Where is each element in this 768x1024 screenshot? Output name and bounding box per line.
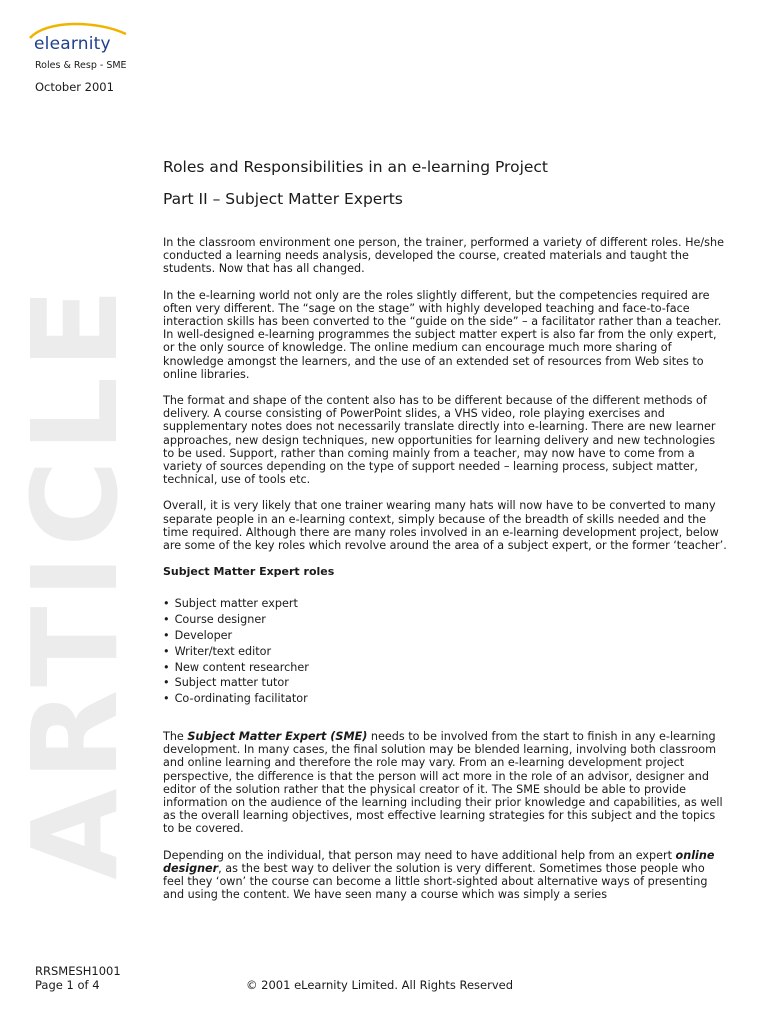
paragraph: Overall, it is very likely that one trainer wearing many hats will now have to be converted to many separate people in an e-learning context, simply because of the breadth of skills needed and the time required. Although there are many roles involved in an e-learning development project, below are some of the key roles which revolve around the area of a subject expert, or the former ‘teacher’.	[163, 499, 727, 553]
emphasis-term: Subject Matter Expert (SME)	[187, 730, 368, 744]
paragraph: In the classroom environment one person, the trainer, performed a variety of different roles. He/she conducted a learning needs analysis, developed the course, created materials and taught the students. Now that has all changed.	[163, 236, 724, 276]
logo-text: elearnity	[34, 34, 111, 54]
page-title: Roles and Responsibilities in an e-learning Project	[163, 158, 549, 176]
text-run: needs to be involved from the start to finish in any e-learning development. In many cases, the final solution may be blended learning, involving both classroom and online learning and therefore the role may vary. From an e-learning development project perspective, the difference is that the person will act more in the role of an advisor, designer and editor of the solution rather that the physical creator of it. The SME should be able to provide information on the audience of the learning including their prior knowledge and capabilities, as well as the overall learning objectives, most effective learning strategies for this subject and the topics to be covered.	[163, 730, 723, 836]
footer-page-number: Page 1 of 4	[35, 978, 100, 992]
footer-copyright: © 2001 eLearnity Limited. All Rights Reserved	[246, 978, 514, 992]
article-body	[163, 236, 728, 914]
sme-paragraph	[163, 730, 728, 836]
article-watermark: ARTICLE	[6, 280, 144, 880]
paragraph: In the e-learning world not only are the roles slightly different, but the competencies required are often very different. The “sage on the stage” with highly developed teaching and face-to-face interaction skills has been converted to the “guide on the side” – a facilitator rather than a teacher. In well-designed e-learning programmes the subject matter expert is also far from the only expert, or the only source of knowledge. The online medium can encourage much more sharing of knowledge amongst the learners, and the use of an extended set of resources from Web sites to online libraries.	[163, 288, 722, 381]
list-item: • Co-ordinating facilitator	[163, 691, 728, 707]
section-heading: Subject Matter Expert roles	[163, 565, 335, 579]
designer-paragraph	[163, 849, 728, 902]
text-run: Depending on the individual, that person may need to have additional help from an expert	[163, 848, 676, 862]
doc-code: Roles & Resp - SME	[35, 60, 127, 71]
text-run: , as the best way to deliver the solution is very different. Sometimes those people who feel they ‘own’ the course can become a little short-sighted about alternative ways of presenting and using the content. We have seen many a course which was simply a series	[163, 861, 708, 902]
list-item: • Subject matter tutor	[163, 675, 728, 691]
list-item: • Course designer	[163, 612, 728, 628]
elearnity-logo	[26, 22, 136, 58]
text-run: The	[163, 730, 188, 744]
list-item: • New content researcher	[163, 660, 728, 676]
footer-doc-code: RRSMESH1001	[35, 964, 121, 978]
emphasis-term: online designer	[163, 848, 715, 875]
paragraph: The format and shape of the content also has to be different because of the different methods of delivery. A course consisting of PowerPoint slides, a VHS video, role playing exercises and supplementary notes does not necessarily translate directly into e-learning. There are new learner approaches, new design techniques, new opportunities for learning delivery and new technologies to be used. Support, rather than coming mainly from a teacher, may now have to come from a variety of sources depending on the type of support needed – learning process, subject matter, technical, use of tools etc.	[163, 394, 716, 487]
list-item: • Writer/text editor	[163, 644, 728, 660]
page-subtitle: Part II – Subject Matter Experts	[163, 190, 403, 208]
roles-list	[163, 596, 728, 707]
doc-date: October 2001	[35, 80, 114, 94]
list-item: • Subject matter expert	[163, 596, 728, 612]
list-item: • Developer	[163, 628, 728, 644]
